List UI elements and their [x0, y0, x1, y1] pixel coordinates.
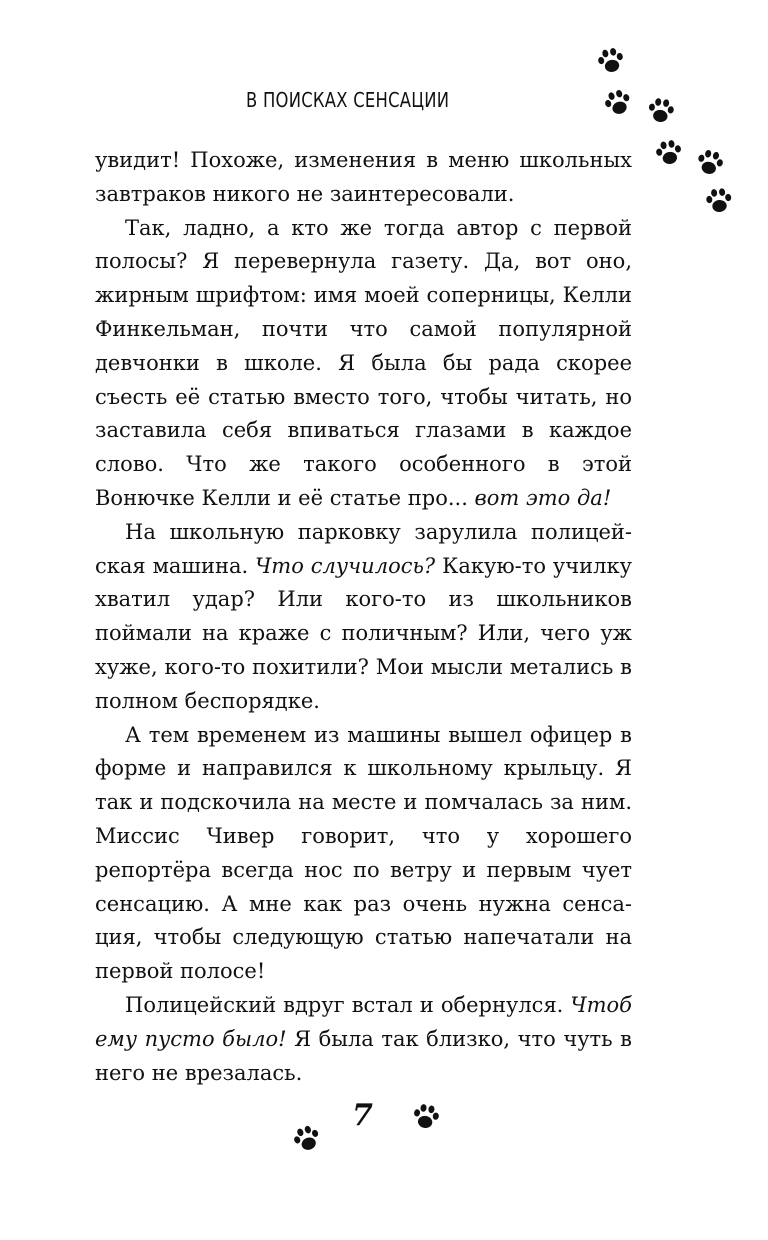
italic-text: Что случилось? [255, 553, 436, 578]
text-segment: Так, ладно, а кто же тогда автор с первой полосы? Я перевернула газету. Да, вот оно, жирным шрифтом: имя моей соперницы, Келли Финкельман, почти что самой популярной девчонки в школе. Я была бы рада скорее съесть её статью вместо того, чтобы читать, но заставила себя впиваться глазами в каждое слово. Что же такого особенного в этой Вонючке Келли и её статье про... [95, 215, 632, 510]
paw-print-icon [652, 136, 687, 171]
paragraph [95, 516, 632, 719]
text-segment: Я была так близко, что чуть в него не врезалась. [95, 1026, 632, 1085]
paw-print-icon [599, 84, 637, 122]
text-segment: А тем временем из машины вышел офицер в форме и направился к школьному крыльцу. Я так и подскочила на месте и помчалась за ним. Миссис Чивер говорит, что у хорошего репортёра всегда нос по ветру и первым чует сенсацию. А мне как раз очень нужна сенсация, чтобы следующую статью напечатали на первой полосе! [95, 722, 632, 984]
paw-print-icon [692, 145, 728, 181]
paragraph [95, 144, 632, 212]
paw-print-icon [593, 43, 629, 79]
paragraph [95, 989, 632, 1090]
text-segment: На школьную парковку зарулила полицейская машина. [95, 519, 632, 578]
text-segment: Полицейский вдруг встал и обернулся. [125, 992, 571, 1017]
paw-print-icon [409, 1100, 444, 1135]
italic-text: Чтоб ему пусто было! [95, 992, 632, 1051]
italic-text: вот это да! [474, 485, 612, 510]
paw-print-icon [288, 1120, 326, 1158]
paragraph [95, 719, 632, 989]
paw-print-icon [703, 185, 736, 218]
paw-print-icon [644, 94, 678, 128]
paragraph [95, 212, 632, 516]
running-head: В ПОИСКАХ СЕНСАЦИИ [246, 88, 450, 112]
page-number: 7 [352, 1098, 373, 1133]
text-segment: Какую-то училку хватил удар? Или кого-то из школьников поймали на краже с поличным? Или, чего уж хуже, кого-то похитили? Мои мысли метались в полном беспорядке. [95, 553, 632, 713]
text-segment: увидит! Похоже, изменения в меню школьных завтраков никого не заинтересовали. [95, 148, 632, 206]
body-text [95, 144, 632, 1090]
